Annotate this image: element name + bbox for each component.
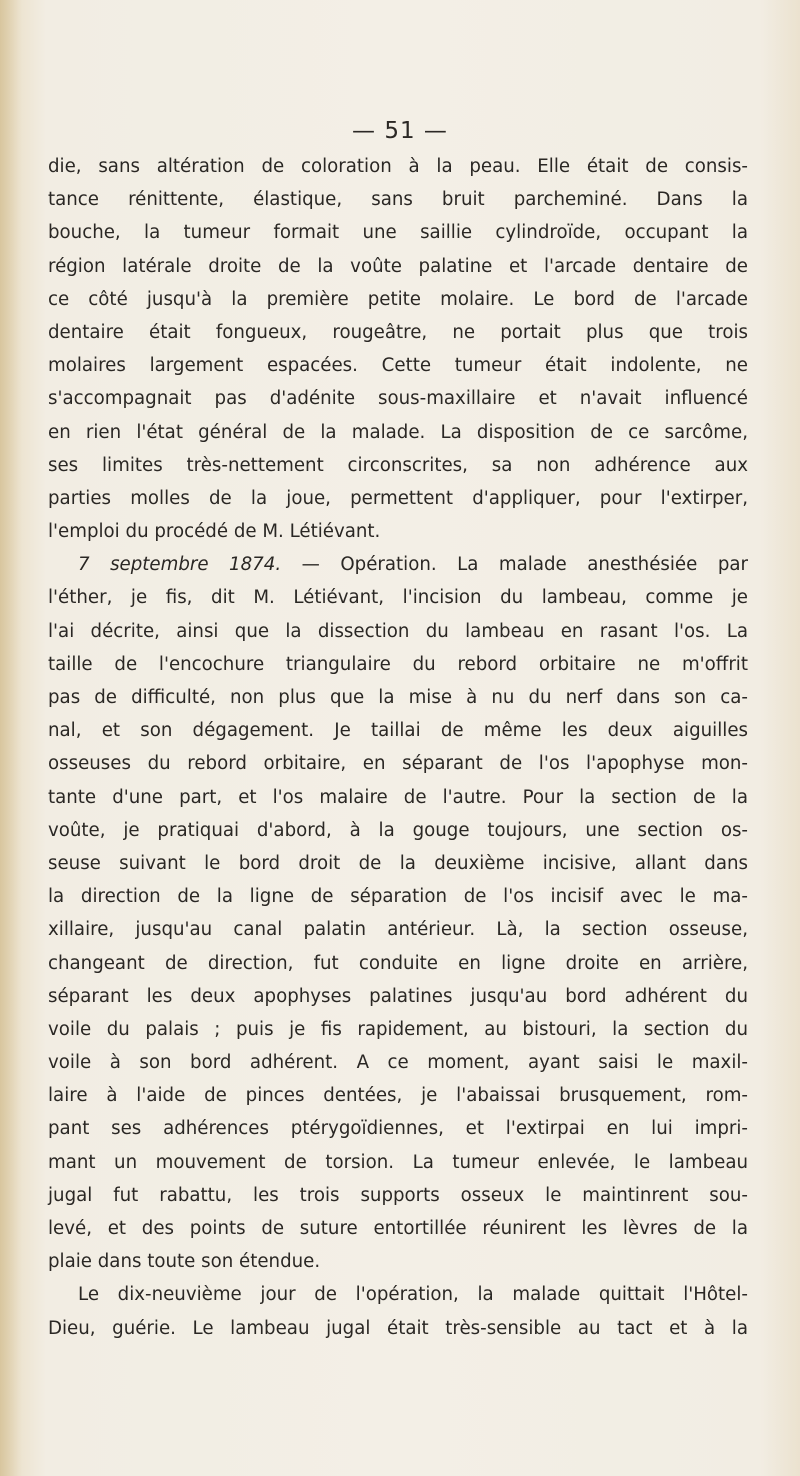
text-line: seuse suivant le bord droit de la deuxième incisive, allant dans: [48, 852, 748, 874]
text-line: die, sans altération de coloration à la peau. Elle était de consis-: [48, 156, 748, 177]
text-line: l'ai décrite, ainsi que la dissection du lambeau en rasant l'os. La: [48, 620, 748, 642]
text-line: xillaire, jusqu'au canal palatin antérieur. Là, la section osseuse,: [48, 919, 748, 941]
text-line: levé, et des points de suture entortillée réunirent les lèvres de la: [48, 1218, 748, 1239]
text-line: mant un mouvement de torsion. La tumeur enlevée, le lambeau: [48, 1151, 748, 1173]
text-line: taille de l'encochure triangulaire du rebord orbitaire ne m'offrit: [48, 653, 748, 675]
text-line: tance rénittente, élastique, sans bruit parcheminé. Dans la: [48, 189, 748, 211]
text-line: en rien l'état général de la malade. La disposition de ce sarcôme,: [48, 421, 748, 443]
text-line: parties molles de la joue, permettent d'appliquer, pour l'extirper,: [48, 487, 748, 509]
text-line: voûte, je pratiquai d'abord, à la gouge toujours, une section os-: [48, 819, 748, 841]
text-line: tante d'une part, et l'os malaire de l'autre. Pour la section de la: [48, 786, 748, 808]
page-binding-shadow: [0, 0, 22, 1476]
text-line: voile à son bord adhérent. A ce moment, ayant saisi le maxil-: [48, 1052, 748, 1074]
text-line: jugal fut rabattu, les trois supports osseux le maintinrent sou-: [48, 1184, 748, 1206]
text-line: la direction de la ligne de séparation de l'os incisif avec le ma-: [48, 886, 748, 908]
text-line: voile du palais ; puis je fis rapidement, au bistouri, la section du: [48, 1018, 748, 1040]
text-line: séparant les deux apophyses palatines jusqu'au bord adhérent du: [48, 985, 748, 1007]
text-line: Le dix-neuvième jour de l'opération, la malade quittait l'Hôtel-: [78, 1284, 748, 1306]
text-line: plaie dans toute son étendue.: [48, 1251, 321, 1273]
text-line: l'éther, je fis, dit M. Létiévant, l'incision du lambeau, comme je: [48, 587, 748, 609]
text-line: osseuses du rebord orbitaire, en séparant de l'os l'apophyse mon-: [48, 753, 748, 775]
text-line: s'accompagnait pas d'adénite sous-maxillaire et n'avait influencé: [48, 388, 748, 410]
text-line: ses limites très-nettement circonscrites, sa non adhérence aux: [48, 454, 748, 476]
text-line: nal, et son dégagement. Je taillai de même les deux aiguilles: [48, 720, 748, 742]
text-line: pas de difficulté, non plus que la mise à nu du nerf dans son ca-: [48, 687, 748, 708]
paragraph-start-line: [48, 548, 748, 581]
text-line: bouche, la tumeur formait une saillie cylindroïde, occupant la: [48, 222, 748, 244]
text-line: Dieu, guérie. Le lambeau jugal était très-sensible au tact et à la: [48, 1317, 748, 1339]
text-line: région latérale droite de la voûte palatine et l'arcade dentaire de: [48, 255, 748, 277]
text-line-fragment: — Opération. La malade anesthésiée par: [301, 554, 748, 576]
date-heading: 7 septembre 1874.: [78, 554, 282, 576]
text-line: changeant de direction, fut conduite en ligne droite en arrière,: [48, 952, 748, 974]
text-line: molaires largement espacées. Cette tumeur était indolente, ne: [48, 355, 748, 377]
text-line: l'emploi du procédé de M. Létiévant.: [48, 521, 381, 543]
text-line: pant ses adhérences ptérygoïdiennes, et l'extirpai en lui impri-: [48, 1118, 748, 1140]
text-line: ce côté jusqu'à la première petite molaire. Le bord de l'arcade: [48, 288, 748, 310]
page-number: — 51 —: [352, 118, 448, 144]
text-line: dentaire était fongueux, rougeâtre, ne portait plus que trois: [48, 321, 748, 343]
body-text: [48, 150, 748, 1345]
text-line: laire à l'aide de pinces dentées, je l'abaissai brusquement, rom-: [48, 1085, 748, 1107]
